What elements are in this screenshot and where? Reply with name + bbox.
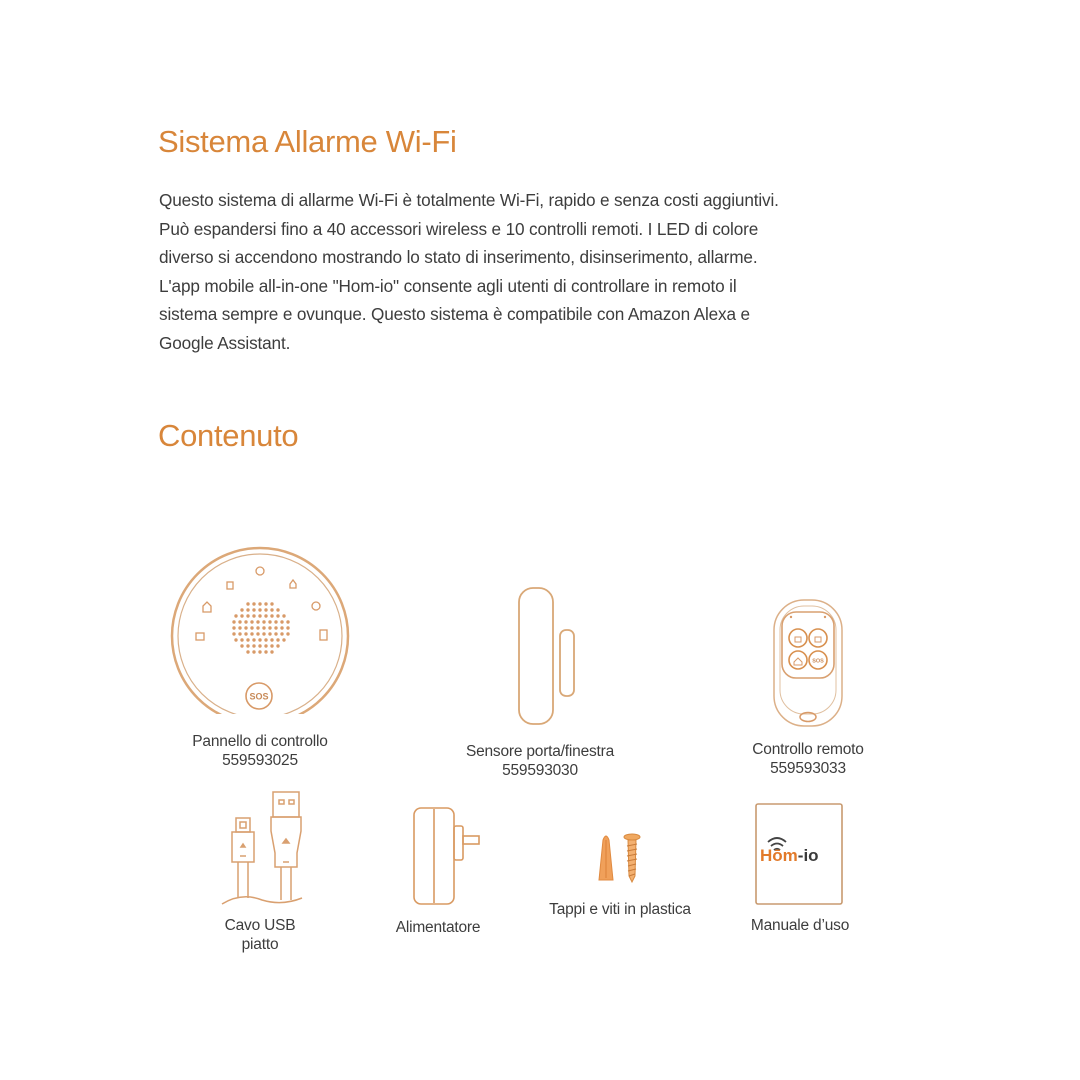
hom-io-logo: Hōm-io	[760, 846, 819, 865]
item-plugs-screws	[530, 818, 710, 919]
description-line: L'app mobile all-in-one "Hom-io" consente agli utenti di controllare in remoto il	[159, 275, 737, 296]
user-manual-icon	[740, 800, 860, 908]
item-power-adapter	[373, 804, 503, 937]
item-code: 559593025	[222, 752, 298, 769]
remote-control-icon	[718, 598, 898, 728]
section-title-contents: Contenuto	[158, 418, 299, 453]
item-label: Sensore porta/finestra	[465, 743, 615, 760]
description-line: Può espandersi fino a 40 accessori wireless e 10 controlli remoti. I LED di colore	[159, 218, 759, 239]
item-user-manual	[740, 800, 860, 935]
description-line: Questo sistema di allarme Wi-Fi è totalmente Wi-Fi, rapido e senza costi aggiuntivi.	[159, 190, 779, 210]
door-window-sensor-icon	[440, 586, 640, 728]
item-label: Tappi e viti in plastica	[549, 901, 691, 918]
item-remote-control	[718, 598, 898, 778]
item-label: Alimentatore	[395, 919, 481, 936]
item-door-window-sensor	[440, 586, 640, 780]
item-label: Cavo USB	[224, 917, 296, 934]
description-line: diverso si accendono mostrando lo stato di inserimento, disinserimento, allarme.	[159, 247, 758, 268]
item-label-line2: piatto	[241, 936, 279, 953]
plugs-screws-icon	[530, 818, 710, 908]
item-control-panel	[168, 544, 352, 770]
power-adapter-icon	[373, 804, 503, 908]
usb-cable-icon	[200, 788, 320, 908]
svg-text:SOS: SOS	[812, 658, 824, 665]
section-title-alarm: Sistema Allarme Wi-Fi	[158, 124, 457, 159]
item-label: Pannello di controllo	[192, 733, 328, 750]
description-paragraph	[159, 186, 939, 358]
description-line: Google Assistant.	[159, 332, 291, 353]
item-code: 559593033	[770, 760, 846, 777]
item-usb-cable	[200, 788, 320, 954]
control-panel-icon	[168, 544, 352, 714]
svg-text:SOS: SOS	[249, 691, 269, 702]
item-label: Controllo remoto	[752, 741, 864, 758]
item-code: 559593030	[502, 762, 578, 779]
item-label: Manuale d’uso	[750, 917, 850, 934]
description-line: sistema sempre e ovunque. Questo sistema è compatibile con Amazon Alexa e	[159, 304, 750, 325]
